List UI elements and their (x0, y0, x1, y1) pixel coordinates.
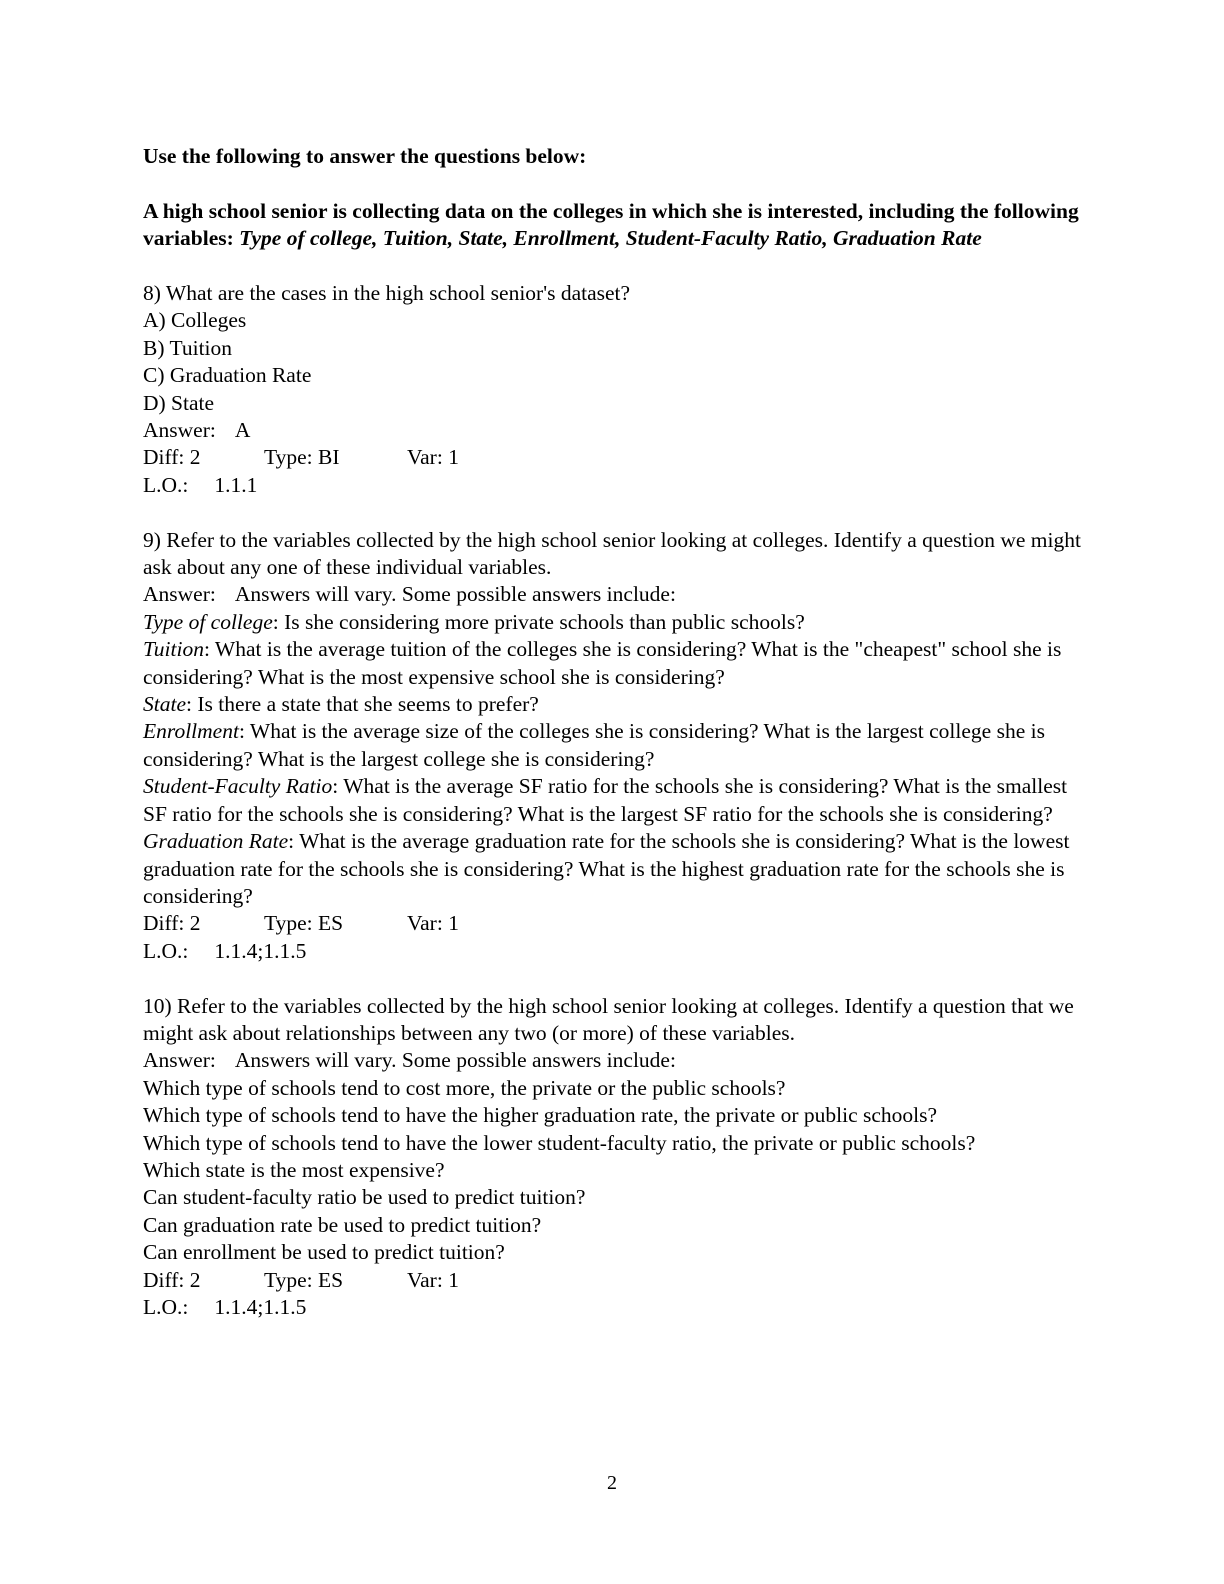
document-page (143, 143, 1083, 1321)
answer-line-item: Which type of schools tend to have the lower student-faculty ratio, the private or public schools? (143, 1130, 976, 1155)
var: Var: 1 (407, 1267, 459, 1292)
answer-item (143, 718, 1083, 773)
answer-line (143, 1047, 1083, 1074)
scenario-lead: A high school senior is collecting data on the colleges in which she is interested, including the following variables: (143, 198, 1079, 251)
type: Type: ES (264, 1267, 344, 1292)
question-8 (143, 280, 1083, 499)
diff: Diff: 2 (143, 911, 201, 936)
option-b: B) Tuition (143, 335, 233, 360)
var: Var: 1 (407, 445, 459, 470)
type: Type: ES (264, 911, 344, 936)
answer-line-item: Which type of schools tend to cost more, the private or the public schools? (143, 1075, 786, 1100)
answer-item (143, 773, 1083, 828)
item-text: : What is the average SF ratio for the schools she is considering? What is the smallest SF ratio for the schools she is considering? What is the largest SF ratio for the schools she is considering? (143, 774, 1068, 826)
diff: Diff: 2 (143, 1267, 201, 1292)
answer-line-item: Which state is the most expensive? (143, 1157, 445, 1182)
item-text: : What is the average size of the colleges she is considering? What is the largest college she is considering? What is the largest college she is considering? (143, 719, 1045, 771)
scenario-text (143, 198, 1083, 253)
answer-line-item: Can enrollment be used to predict tuition? (143, 1240, 505, 1265)
question-8-text: 8) What are the cases in the high school senior's dataset? (143, 281, 631, 305)
lo-value: 1.1.4;1.1.5 (214, 1295, 307, 1319)
variable-term: Type of college (143, 609, 273, 634)
type: Type: BI (264, 445, 340, 470)
option-d: D) State (143, 390, 215, 415)
lo-label: L.O.: (143, 1295, 189, 1319)
item-text: : What is the average tuition of the colleges she is considering? What is the "cheapest" school she is considering? What is the most expensive school she is considering? (143, 637, 1062, 689)
option-c: C) Graduation Rate (143, 363, 312, 388)
diff: Diff: 2 (143, 445, 201, 470)
answer-line-item: Can student-faculty ratio be used to predict tuition? (143, 1185, 586, 1210)
answer-item (143, 609, 1083, 636)
variable-term: Graduation Rate (143, 829, 289, 854)
answer-line-item: Which type of schools tend to have the higher graduation rate, the private or public schools? (143, 1103, 938, 1128)
answer-item (143, 636, 1083, 691)
meta-line (143, 910, 1083, 937)
lo-label: L.O.: (143, 472, 189, 497)
lo-line (143, 938, 1083, 965)
lo-line (143, 472, 1083, 499)
question-9-text: 9) Refer to the variables collected by the high school senior looking at colleges. Identify a question we might ask about any one of these individual variables. (143, 527, 1081, 580)
variable-term: Student-Faculty Ratio (143, 774, 333, 799)
answer-intro: Answers will vary. Some possible answers include: (234, 582, 676, 607)
item-text: : What is the average graduation rate for the schools she is considering? What is the lowest graduation rate for the schools she is considering? What is the highest graduation rate for the schools she is considering? (143, 829, 1070, 908)
answer-label: Answer: (143, 1048, 216, 1073)
var: Var: 1 (407, 911, 459, 936)
meta-line (143, 444, 1083, 471)
variable-term: State (143, 692, 186, 717)
page-number: 2 (607, 1472, 617, 1494)
answer-line (143, 417, 1083, 444)
answer-line-item: Can graduation rate be used to predict tuition? (143, 1212, 542, 1237)
lo-value: 1.1.1 (214, 472, 258, 497)
answer-item (143, 691, 1083, 718)
meta-line (143, 1267, 1083, 1294)
instruction-heading: Use the following to answer the questions below: (143, 144, 587, 168)
answer-value: A (234, 418, 251, 443)
answer-intro: Answers will vary. Some possible answers include: (234, 1048, 676, 1073)
question-10-text: 10) Refer to the variables collected by the high school senior looking at colleges. Identify a question that we might ask about relationships between any two (or more) of these variables. (143, 993, 1074, 1045)
question-9 (143, 527, 1083, 966)
option-a: A) Colleges (143, 308, 247, 333)
answer-label: Answer: (143, 582, 216, 607)
lo-line (143, 1294, 1083, 1321)
variable-term: Tuition (143, 637, 204, 662)
answer-item (143, 828, 1083, 910)
answer-label: Answer: (143, 418, 216, 443)
item-text: : Is there a state that she seems to prefer? (186, 692, 539, 717)
scenario-variables: Type of college, Tuition, State, Enrollment, Student-Faculty Ratio, Graduation Rate (239, 226, 982, 251)
question-10 (143, 993, 1083, 1322)
lo-value: 1.1.4;1.1.5 (214, 938, 307, 963)
variable-term: Enrollment (143, 719, 239, 744)
lo-label: L.O.: (143, 938, 189, 963)
answer-line (143, 581, 1083, 608)
item-text: : Is she considering more private schools than public schools? (272, 609, 805, 634)
